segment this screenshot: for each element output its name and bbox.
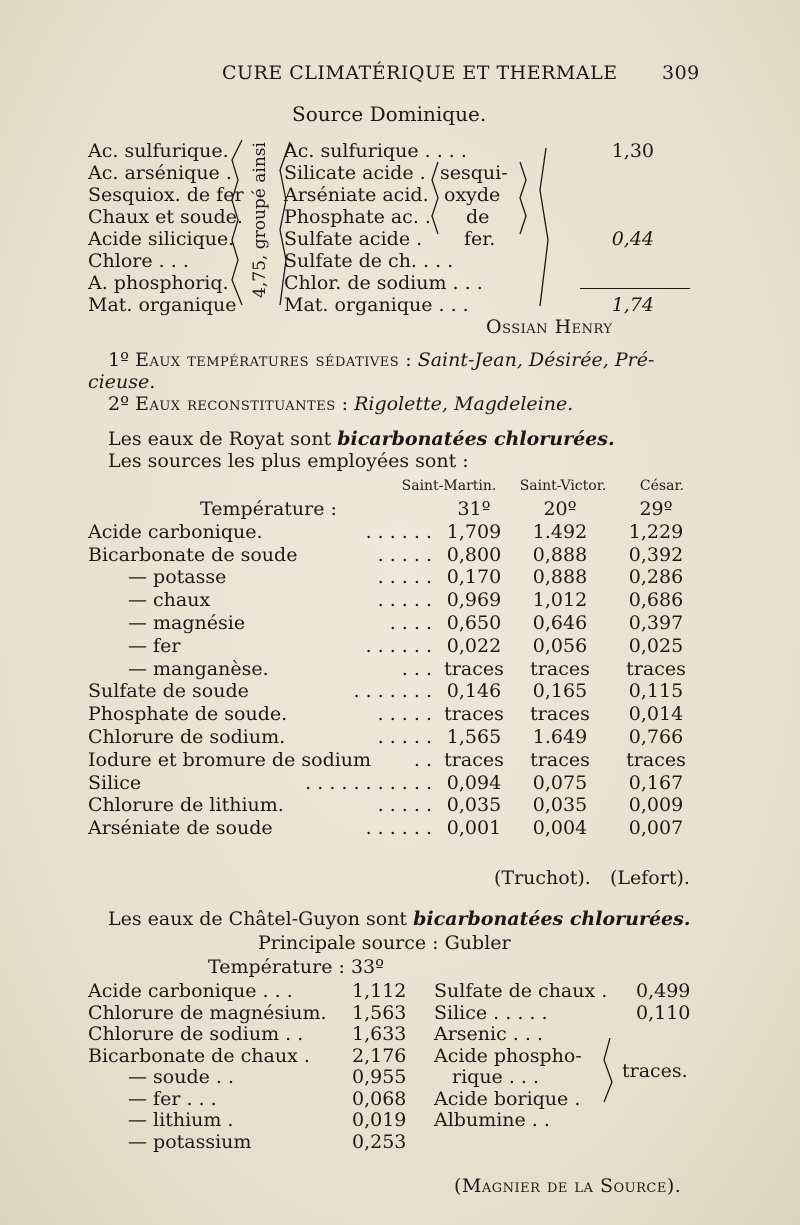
royat-row-leader: . . . . .	[377, 589, 432, 611]
dominique-left-item: Mat. organique	[88, 294, 237, 316]
royat-intro-pre: Les eaux de Royat sont	[108, 428, 338, 450]
royat-cell: 20º	[543, 498, 577, 520]
chatel-left-row	[0, 1131, 800, 1155]
dominique-middle-item: Mat. organique . . .	[284, 294, 469, 316]
royat-cell: 0,115	[628, 680, 684, 702]
chatel-right-label: Arsenic . . .	[434, 1023, 543, 1045]
royat-row-leader: . . . . . .	[365, 521, 432, 543]
royat-cell: traces	[530, 749, 590, 771]
eaux1-sep: :	[399, 349, 418, 371]
royat-row-label: Sulfate de soude	[88, 680, 249, 702]
royat-cell: 0,075	[532, 772, 588, 794]
royat-row	[0, 680, 800, 704]
page-number: 309	[662, 62, 700, 84]
royat-cell: 0,146	[446, 680, 502, 702]
royat-row	[0, 726, 800, 750]
royat-cell: 0,007	[628, 817, 684, 839]
royat-cell: 1,229	[628, 521, 684, 543]
dominique-left-item: Sesquiox. de fer	[88, 184, 244, 206]
royat-cell: traces	[530, 658, 590, 680]
chatel-intro-em: bicarbonatées chlorurées.	[413, 908, 691, 930]
chatel-left-label: — fer . . .	[128, 1088, 217, 1110]
royat-cell: 1.492	[532, 521, 588, 543]
chatel-left-value: 0,253	[352, 1131, 407, 1153]
dominique-total: 1,74	[611, 294, 654, 316]
royat-row	[0, 635, 800, 659]
running-title: CURE CLIMATÉRIQUE ET THERMALE	[222, 62, 618, 84]
royat-row-leader: . . .	[401, 658, 432, 680]
royat-cell: 0,094	[446, 772, 502, 794]
royat-author-lefort: (Lefort).	[610, 867, 690, 889]
royat-cell: 0,022	[446, 635, 502, 657]
eaux1-list: Saint-Jean, Désirée, Pré-	[417, 349, 655, 371]
royat-cell: 0,035	[532, 794, 588, 816]
dominique-middle-item: Ac. sulfurique . . . .	[284, 140, 467, 162]
fer-group-line: oxyde	[444, 184, 501, 206]
royat-cell: traces	[530, 703, 590, 725]
dominique-left-item: Chaux et soude.	[88, 206, 243, 228]
inner-brace-left	[432, 162, 438, 234]
royat-row-label: — magnésie	[128, 612, 246, 634]
dominique-middle-item: Sulfate acide .	[284, 228, 423, 250]
royat-row-leader: . . . . .	[377, 726, 432, 748]
chatel-traces: traces.	[622, 1060, 688, 1082]
dominique-value-1: 1,30	[611, 140, 654, 162]
royat-row-label: Silice	[88, 772, 142, 794]
royat-row	[0, 703, 800, 727]
royat-row-label: Acide carbonique.	[88, 521, 263, 543]
chatel-left-label: — lithium .	[128, 1109, 234, 1131]
royat-row-label: — potasse	[128, 566, 227, 588]
royat-row-leader: . . . . .	[377, 566, 432, 588]
chatel-left-value: 0,019	[352, 1109, 407, 1131]
royat-cell: 0,165	[532, 680, 588, 702]
chatel-left-value: 1,633	[352, 1023, 407, 1045]
chatel-left-label: Acide carbonique . . .	[88, 980, 293, 1002]
chatel-right-label: Silice . . . . .	[434, 1002, 548, 1024]
col-header-cesar: César.	[639, 478, 685, 494]
dominique-left-item: Chlore . . .	[88, 250, 189, 272]
chatel-left-label: Chlorure de sodium . .	[88, 1023, 304, 1045]
royat-cell: 0,646	[532, 612, 588, 634]
middle-brace	[280, 142, 290, 305]
royat-cell: 31º	[457, 498, 491, 520]
royat-intro-em: bicarbonatées chlorurées.	[337, 428, 615, 450]
eaux2-label: Eaux reconstituantes	[135, 393, 336, 415]
royat-row	[0, 658, 800, 682]
outer-brace-right	[540, 148, 548, 306]
chatel-left-value: 1,563	[352, 1002, 407, 1024]
royat-cell: 0,035	[446, 794, 502, 816]
royat-row	[0, 566, 800, 590]
eaux-sedatives-line	[108, 349, 654, 371]
royat-row	[0, 817, 800, 841]
dominique-heading: Source Dominique.	[292, 102, 487, 126]
chatel-left-value: 2,176	[352, 1045, 407, 1067]
royat-cell: 0,004	[532, 817, 588, 839]
royat-row-label: Chlorure de sodium.	[88, 726, 286, 748]
royat-cell: 0,969	[446, 589, 502, 611]
royat-row	[0, 612, 800, 636]
royat-cell: 0,888	[532, 544, 588, 566]
royat-cell: 0,009	[628, 794, 684, 816]
eaux1-num: 1º	[108, 349, 130, 371]
col-header-saint-victor: Saint-Victor.	[519, 478, 607, 494]
royat-row	[0, 749, 800, 773]
chatel-right-label: Acide phospho-	[434, 1045, 582, 1067]
dominique-middle-item: Phosphate ac. .	[284, 206, 431, 228]
dominique-middle-item: Arséniate acid.	[284, 184, 429, 206]
chatel-left-value: 0,068	[352, 1088, 407, 1110]
chatel-intro-pre: Les eaux de Châtel-Guyon sont	[108, 908, 414, 930]
royat-row-label: — chaux	[128, 589, 211, 611]
dominique-middle-item: Chlor. de sodium . . .	[284, 272, 483, 294]
chatel-intro	[108, 908, 690, 930]
eaux2-sep: :	[335, 393, 355, 415]
chatel-right-row	[0, 980, 800, 1004]
dominique-middle-item: Sulfate de ch. . . .	[284, 250, 454, 272]
eaux2-num: 2º	[108, 393, 130, 415]
royat-cell: 1.649	[532, 726, 588, 748]
royat-row	[0, 772, 800, 796]
royat-row	[0, 521, 800, 545]
royat-row	[0, 794, 800, 818]
chatel-right-row	[0, 1023, 800, 1047]
chatel-left-label: Bicarbonate de chaux .	[88, 1045, 310, 1067]
royat-cell: 0,766	[628, 726, 684, 748]
royat-row-label: — manganèse.	[128, 658, 269, 680]
royat-row	[0, 498, 800, 522]
royat-cell: 0,888	[532, 566, 588, 588]
royat-intro-2: Les sources les plus employées sont :	[108, 450, 469, 472]
dominique-middle-item: Silicate acide .	[284, 162, 426, 184]
royat-cell: 0,170	[446, 566, 502, 588]
eaux1-label: Eaux températures sédatives	[135, 349, 400, 371]
fer-group-line: sesqui-	[440, 162, 508, 184]
chatel-author: (Magnier de la Source).	[454, 1175, 682, 1197]
royat-cell: 0,167	[628, 772, 684, 794]
royat-row-leader: . . . . .	[377, 794, 432, 816]
fer-group-line: fer.	[464, 228, 496, 250]
royat-row-label: Température :	[200, 498, 337, 520]
chatel-source: Principale source : Gubler	[258, 932, 511, 954]
royat-cell: 0,014	[628, 703, 684, 725]
col-header-saint-martin: Saint-Martin.	[401, 478, 497, 494]
royat-cell: 0,686	[628, 589, 684, 611]
chatel-right-label: Acide borique .	[434, 1088, 581, 1110]
chatel-right-value: 0,499	[636, 980, 691, 1002]
royat-cell: 0,286	[628, 566, 684, 588]
eaux-reconstituantes-line	[108, 393, 573, 415]
chatel-left-value: 0,955	[352, 1066, 407, 1088]
chatel-right-value: 0,110	[636, 1002, 691, 1024]
royat-row-leader: . . . .	[389, 612, 432, 634]
royat-cell: traces	[444, 703, 504, 725]
royat-row-leader: . . . . .	[377, 544, 432, 566]
royat-row	[0, 589, 800, 613]
royat-cell: 29º	[639, 498, 673, 520]
dominique-left-item: A. phosphoriq.	[88, 272, 229, 294]
royat-cell: 1,709	[446, 521, 502, 543]
royat-cell: 0,650	[446, 612, 502, 634]
royat-author-truchot: (Truchot).	[494, 867, 591, 889]
left-brace	[232, 140, 242, 305]
royat-row-leader: . . . . . .	[365, 817, 432, 839]
royat-row-leader: . . . . . . .	[353, 680, 432, 702]
vertical-label-text: 4,75, groupé ainsi	[250, 142, 270, 298]
dominique-left-item: Ac. arsénique .	[88, 162, 232, 184]
royat-cell: traces	[444, 658, 504, 680]
chatel-left-label: — potassium	[128, 1131, 252, 1153]
royat-row-label: Chlorure de lithium.	[88, 794, 284, 816]
inner-brace-right	[520, 162, 526, 234]
royat-row-label: Phosphate de soude.	[88, 703, 288, 725]
chatel-temperature: Température : 33º	[208, 956, 385, 978]
chatel-left-label: Chlorure de magnésium.	[88, 1002, 327, 1024]
eaux1-cont: cieuse.	[88, 371, 156, 393]
dominique-left-item: Ac. sulfurique.	[88, 140, 229, 162]
royat-cell: 0,392	[628, 544, 684, 566]
royat-row-label: Iodure et bromure de sodium	[88, 749, 372, 771]
royat-row-label: Bicarbonate de soude	[88, 544, 298, 566]
royat-cell: traces	[626, 658, 686, 680]
chatel-left-value: 1,112	[352, 980, 407, 1002]
author-text: Ossian Henry	[486, 316, 613, 338]
royat-cell: 0,397	[628, 612, 684, 634]
royat-row-label: Arséniate de soude	[88, 817, 273, 839]
chatel-right-label: rique . . .	[452, 1066, 540, 1088]
eaux2-list: Rigolette, Magdeleine.	[354, 393, 574, 415]
chatel-right-row	[0, 1109, 800, 1133]
royat-cell: 1,012	[532, 589, 588, 611]
royat-cell: traces	[444, 749, 504, 771]
royat-row-leader: . . . . . . . . . . .	[305, 772, 432, 794]
royat-cell: 0,800	[446, 544, 502, 566]
royat-intro	[108, 428, 615, 450]
royat-row	[0, 544, 800, 568]
royat-row-leader: . . . . .	[377, 703, 432, 725]
royat-row-leader: . .	[413, 749, 432, 771]
chatel-left-label: — soude . .	[128, 1066, 235, 1088]
dominique-value-2: 0,44	[611, 228, 654, 250]
royat-cell: 0,056	[532, 635, 588, 657]
chatel-right-label: Albumine . .	[434, 1109, 550, 1131]
royat-cell: 0,025	[628, 635, 684, 657]
royat-row-leader: . . . . . .	[365, 635, 432, 657]
royat-cell: 1,565	[446, 726, 502, 748]
royat-cell: 0,001	[446, 817, 502, 839]
chatel-right-label: Sulfate de chaux .	[434, 980, 608, 1002]
royat-row-label: — fer	[128, 635, 181, 657]
dominique-left-item: Acide silicique.	[88, 228, 235, 250]
royat-cell: traces	[626, 749, 686, 771]
fer-group-line: de	[466, 206, 490, 228]
